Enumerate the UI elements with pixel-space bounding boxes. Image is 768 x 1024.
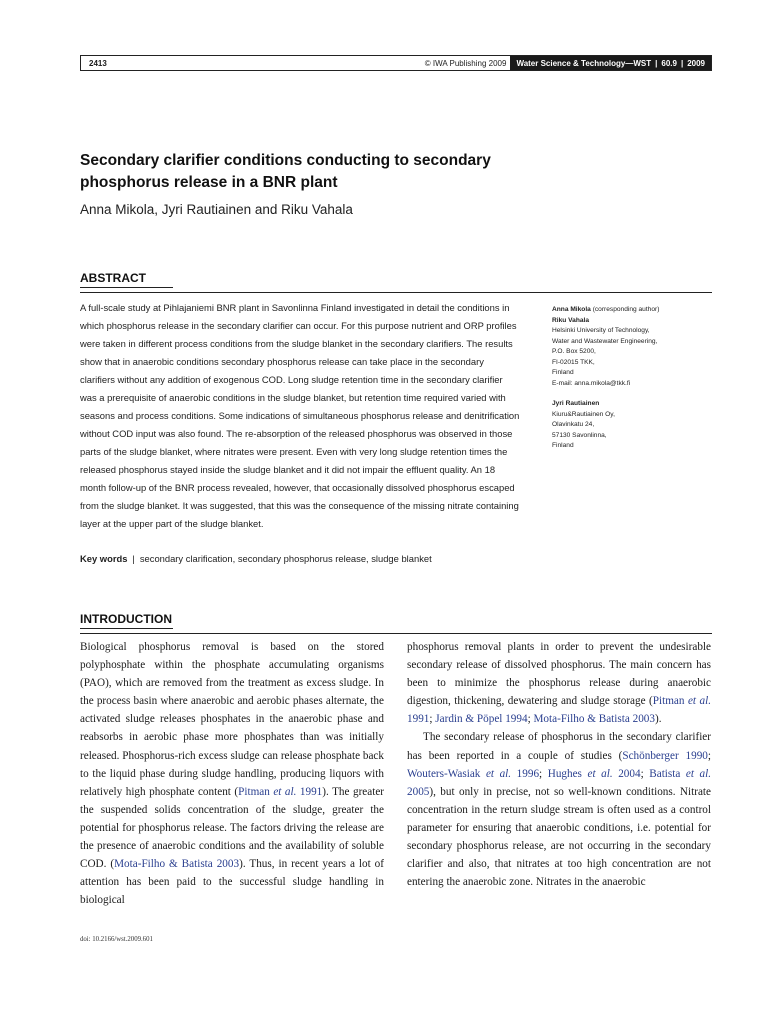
copyright-notice: © IWA Publishing 2009 [424,58,507,68]
citation-link[interactable]: Jardin & Pöpel 1994 [435,713,528,726]
introduction-heading: INTRODUCTION [80,612,173,629]
paragraph [407,728,711,891]
text-run: ), but only in precise, not so well-known conditions. Nitrate concentration in the return sludge stream is often used as a control parameter for ensuring that anaerobic conditions, i.e. potential for secondary phosphorus release, are not occurring in the secondary clarifier and also, that nitrates at too high concentration are not entering the anaerobic zone. Nitrates in the anaerobic [407,785,711,889]
citation-etal: et al. [685,767,712,780]
email-label: E-mail: [552,379,573,387]
affiliations [552,305,722,462]
citation-year: 2005 [407,785,430,798]
citation-year: 1996 [511,767,540,780]
journal-year: 2009 [687,58,705,68]
text-run: ; [707,749,711,762]
separator: | [132,553,135,564]
text-run: phosphorus removal plants in order to prevent the undesirable secondary release of dissolved phosphorus. The main concern has been to minimize the phosphorus release during anaerobic digestion, thickening, dewatering and sludge storage ( [407,641,711,708]
author-role: (corresponding author) [592,306,660,313]
page-number: 2413 [89,58,107,68]
citation-link[interactable] [407,768,539,780]
text-run: Biological phosphorus removal is based on the stored polyphosphate within the phosphate accumulating organisms (PAO), which are removed from the treatment as excess sludge. In the process basin where anaerobic and aerobic phases alternate, the activated sludge releases phosphates in the anaerobic phase and reabsorbs in aerobic phase more phosphates than was initially released. Phosphorus-rich excess sludge can release phosphate back to the liquid phase during sludge handling, producing liquors with relatively high phosphate content ( [80,641,384,798]
citation-etal: et al. [687,695,712,708]
abstract-heading: ABSTRACT [80,271,173,288]
affiliation-block [552,305,722,389]
text-run: ; [527,713,534,726]
author-name: Jyri Rautiainen [552,400,600,407]
citation-link[interactable]: Mota-Filho & Batista 2003 [114,858,240,871]
paragraph [407,638,711,728]
email-line [552,379,722,390]
divider [80,292,712,293]
citation-link[interactable] [238,786,322,798]
citation-text: Batista [649,767,686,780]
email-address[interactable]: anna.mikola@tkk.fi [574,379,631,387]
citation-text: Wouters-Wasiak [407,767,486,780]
address-line: FI-02015 TKK, [552,358,595,366]
affiliation-block [552,399,722,452]
address-line: Finland [552,442,574,449]
citation-year: 1991 [407,713,430,726]
text-run: ; [539,767,548,780]
text-run: ). [655,713,662,726]
citation-year: 1991 [296,785,323,798]
text-run: ; [429,713,436,726]
text-run: ). The greater the suspended solids concentration of the sludge, greater the potential for phosphorus release. The factors driving the release are the presence of anaerobic conditions and the availability of soluble COD. ( [80,785,385,871]
doi-line: doi: 10.2166/wst.2009.601 [80,936,153,943]
address-line: Helsinki University of Technology, [552,327,650,334]
journal-name: Water Science & Technology—WST [516,58,652,68]
citation-year: 2004 [612,767,641,780]
journal-header [80,55,712,71]
address-line: P.O. Box 5200, [552,348,596,355]
citation-etal: et al. [587,767,613,780]
citation-text: Pitman [238,785,274,798]
body-column-right [407,638,711,891]
author-list: Anna Mikola, Jyri Rautiainen and Riku Vahala [80,202,353,217]
citation-link[interactable]: Schönberger 1990 [622,749,708,762]
address-line: Finland [552,369,574,376]
address-line: Water and Wastewater Engineering, [552,337,658,345]
address-line: 57130 Savonlinna, [552,431,607,439]
citation-etal: et al. [485,767,512,780]
address-line: Kiuru&Rautiainen Oy, [552,410,615,418]
abstract-body: A full-scale study at Pihlajaniemi BNR plant in Savonlinna Finland investigated in detail the conditions in which phosphorus release in the secondary clarifier can occur. For this purpose nutrient and ORP profiles were taken in different process conditions from the sludge blanket in the secondary clarifiers. The results show that in anaerobic conditions secondary phosphorus release can take place in the secondary clarifiers without any addition of exogenous COD. Long sludge retention time in the secondary clarifier was a prerequisite of anaerobic conditions in the sludge blanket, but retention time required varied with seasons and process conditions. Some indications of simultaneous phosphorus release and denitrification without COD input was also found. The re-absorption of the released phosphorus was observed in those parts of the sludge blanket, where nitrates were present. Even with very long sludge retention times the released phosphorus stayed inside the sludge blanket and it did not impair the effluent quality. An 18 month follow-up of the BNR process revealed, however, that occasionally dissolved phosphorus escaped from the sludge blanket. It was suggested, that this was the consequence of the missing nitrate containing layer at the upper part of the sludge blanket. [80,302,520,529]
article-title: Secondary clarifier conditions conducting to secondary phosphorus release in a BNR plant [80,152,491,191]
address-line: Olavinkatu 24, [552,421,595,428]
text-run: The secondary release of phosphorus in the secondary clarifier has been reported in a couple of studies ( [407,731,711,762]
keywords-line [80,553,540,564]
citation-etal: et al. [273,785,297,798]
volume-issue: 60.9 [661,58,677,68]
journal-banner [510,56,711,70]
divider [80,633,712,634]
text-run: ). Thus, in recent years a lot of attention has been paid to the successful sludge handling in biological [80,858,384,907]
separator: | [655,58,658,68]
text-run: ; [640,767,650,780]
citation-link[interactable] [548,768,641,780]
citation-text: Pitman [652,695,688,708]
keywords-label: Key words [80,553,128,564]
paragraph [80,638,384,909]
author-name: Riku Vahala [552,316,590,324]
citation-link[interactable]: Mota-Filho & Batista 2003 [533,713,655,726]
body-column-left [80,638,384,909]
keywords-list: secondary clarification, secondary phosphorus release, sludge blanket [139,553,432,564]
separator: | [680,58,684,68]
author-name: Anna Mikola [552,306,591,313]
citation-text: Hughes [547,767,588,780]
